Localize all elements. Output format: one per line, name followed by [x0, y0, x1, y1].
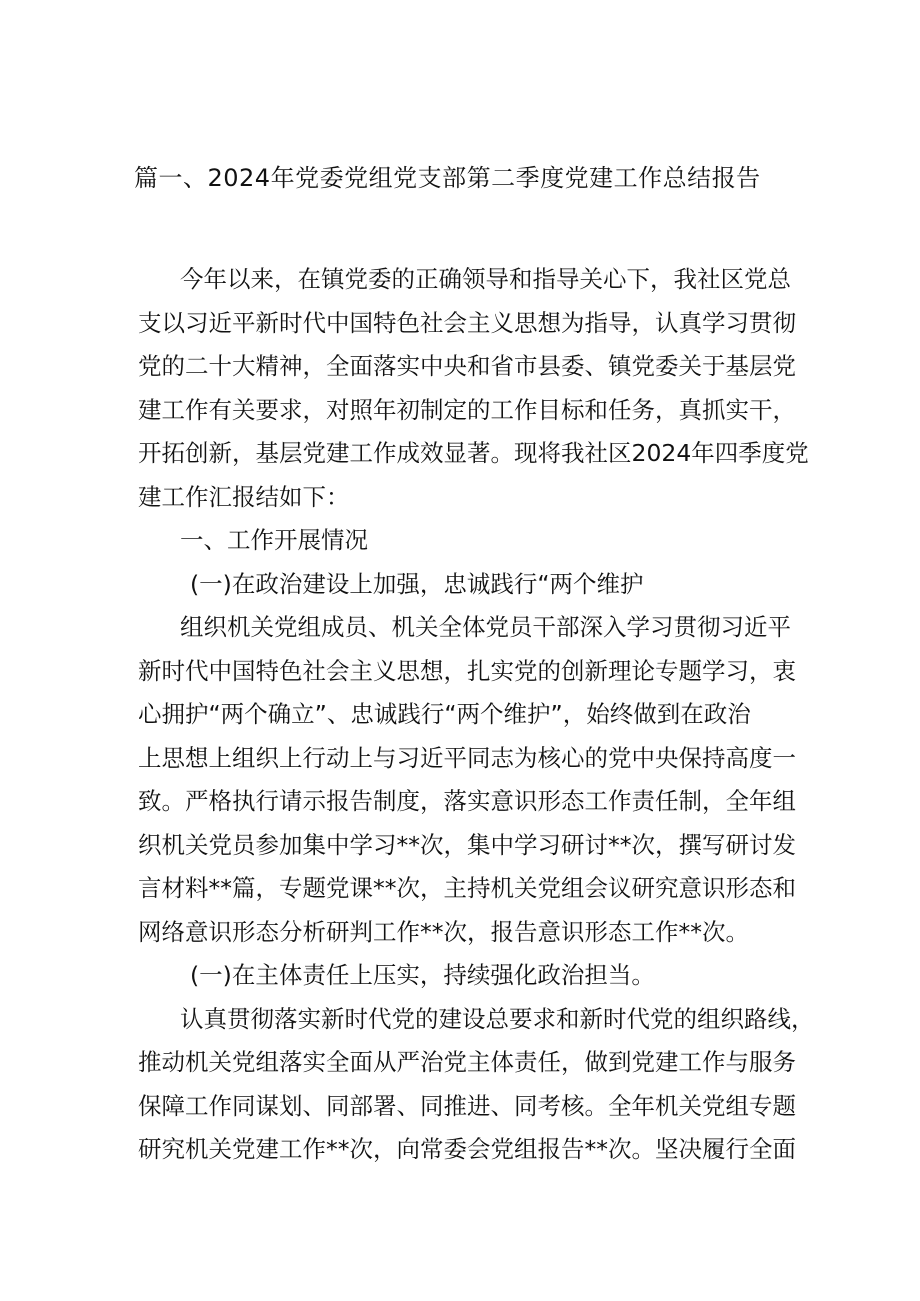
text-line: 认真贯彻落实新时代党的建设总要求和新时代党的组织路线， [180, 1004, 815, 1033]
text-line: 新时代中国特色社会主义思想，扎实党的创新理论专题学习，衷 [138, 656, 796, 685]
text-line: 支以习近平新时代中国特色社会主义思想为指导，认真学习贯彻 [138, 308, 796, 337]
paragraph-political-building [138, 606, 798, 954]
paragraph-main-responsibility [138, 998, 815, 1172]
text-line: 组织机关党组成员、机关全体党员干部深入学习贯彻习近平 [180, 613, 791, 641]
document-title: 篇一、2024年党委党组党支部第二季度党建工作总结报告 [134, 164, 761, 192]
text-line: 织机关党员参加集中学习**次，集中学习研讨**次，撰写研讨发 [138, 830, 796, 859]
text-line: 建工作有关要求，对照年初制定的工作目标和任务，真抓实干， [138, 395, 796, 424]
section-heading: 一、工作开展情况 [180, 526, 368, 554]
text-line: 网络意识形态分析研判工作**次，报告意识形态工作**次。 [138, 917, 749, 946]
document-body [138, 258, 815, 1172]
text-line: 推动机关党组落实全面从严治党主体责任，做到党建工作与服务 [138, 1048, 796, 1076]
subsection-heading: (一)在主体责任上压实，持续强化政治担当。 [190, 961, 655, 989]
text-line: 上思想上组织上行动上与习近平同志为核心的党中央保持高度一 [138, 743, 796, 772]
text-line: 保障工作同谋划、同部署、同推进、同考核。全年机关党组专题 [138, 1091, 796, 1120]
text-line: 心拥护“两个确立”、忠诚践行“两个维护”，始终做到在政治 [138, 700, 751, 728]
text-line: 党的二十大精神，全面落实中央和省市县委、镇党委关于基层党 [138, 352, 796, 380]
text-line: 言材料**篇，专题党课**次，主持机关党组会议研究意识形态和 [138, 874, 796, 902]
text-line: 开拓创新，基层党建工作成效显著。现将我社区2024年四季度党 [138, 439, 809, 467]
text-line: 研究机关党建工作**次，向常委会党组报告**次。坚决履行全面 [138, 1135, 796, 1163]
subsection-heading: (一)在政治建设上加强，忠诚践行“两个维护 [190, 569, 644, 598]
text-line: 今年以来，在镇党委的正确领导和指导关心下，我社区党总 [180, 265, 791, 293]
paragraph-intro [138, 258, 809, 519]
text-line: 建工作汇报结如下： [138, 482, 350, 511]
text-line: 致。严格执行请示报告制度，落实意识形态工作责任制，全年组 [138, 787, 796, 815]
